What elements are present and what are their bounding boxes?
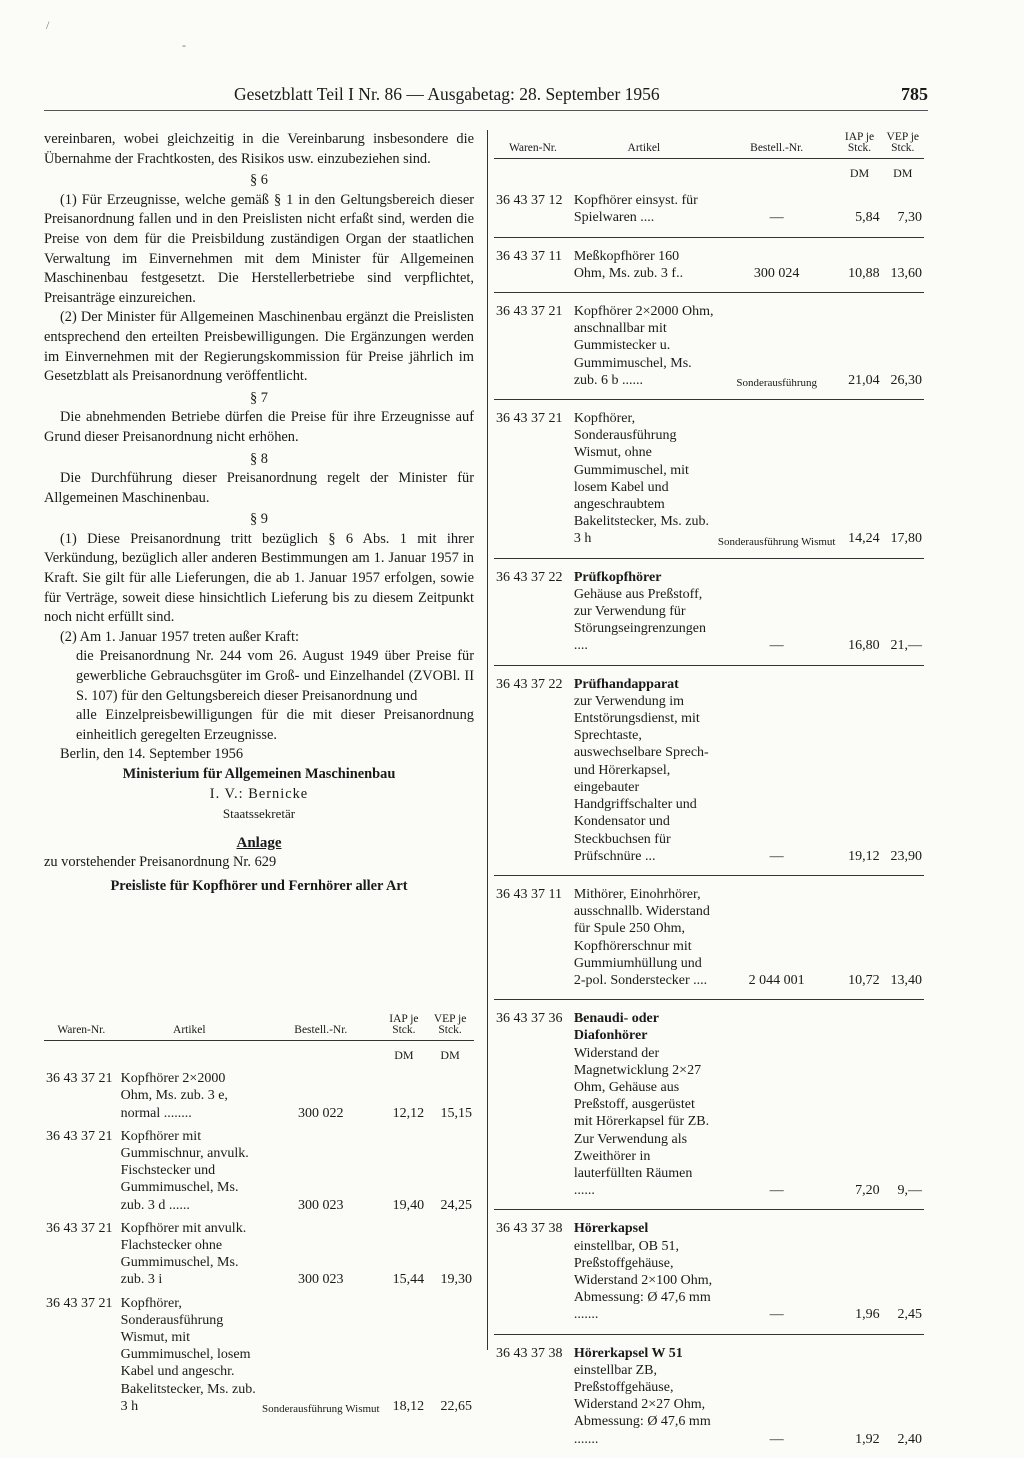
artikel-cell [572,1334,716,1458]
artikel-cell [572,558,716,665]
iap-price: 14,24 [837,400,881,559]
artikel-cell [119,1064,260,1122]
col-vep: VEP je Stck. [882,130,924,159]
iap-price: 10,72 [837,875,881,999]
waren-nr: 36 43 37 21 [46,1220,113,1236]
waren-nr: 36 43 37 22 [494,665,572,875]
waren-nr: 36 43 37 21 [46,1128,113,1144]
waren-nr: 36 43 37 38 [494,1210,572,1334]
table-row [494,237,924,292]
bestell-nr: 300 022 [298,1105,344,1121]
artikel-title: Prüfkopfhörer [573,569,662,585]
waren-nr: 36 43 37 22 [494,558,572,665]
iap-price: 10,88 [837,237,881,292]
waren-nr: 36 43 37 21 [46,1071,113,1087]
price-table-right [494,130,924,1458]
signature-date: Berlin, den 14. September 1956 [60,746,244,763]
artikel-title: Prüfhandapparat [573,676,679,692]
vep-price: 13,60 [882,237,924,292]
bestell-nr: — [716,665,838,875]
table-row [494,875,924,999]
page-header [44,84,928,110]
paragraph: Die abnehmenden Betriebe dürfen die Preise für ihre Erzeugnisse auf Grund dieser Preisanordnung nicht erhöhen. [44,409,474,445]
price-list-title: Preisliste für Kopfhörer und Fernhörer aller Art [110,877,408,894]
waren-nr: 36 43 37 21 [494,400,572,559]
artikel-cell [572,400,716,559]
artikel-cell [572,182,716,237]
annex-heading: Anlage [236,834,282,851]
waren-nr: 36 43 37 38 [494,1334,572,1458]
bestell-nr: Sonderausführung Wismut [262,1403,380,1416]
price-table-left [44,1012,474,1415]
bestell-nr: — [716,1000,838,1210]
table-row [494,293,924,400]
left-column [44,130,474,897]
bestell-nr: 300 023 [298,1197,344,1213]
paragraph: (1) Für Erzeugnisse, welche gemäß § 1 in den Geltungsbereich dieser Preisanordnung fallen und in den Preislisten nicht erfaßt sind, werden die Preise von dem für die Preisbildung zuständigen Organ der staatlichen Verwaltung im Einvernehmen mit dem Minister für Allgemeinen Maschinenbau festgesetzt. Die Herstellerbetriebe sind verpflichtet, Preisanträge einzureichen. [44,191,474,306]
unit-vep: DM [440,1048,460,1062]
section-heading: § 7 [250,389,268,406]
table-row [44,1214,474,1289]
iap-price: 18,12 [392,1398,425,1414]
col-iap: IAP je Stck. [382,1012,427,1041]
paragraph: alle Einzelpreisbewilligungen für die mit dieser Preisanordnung einheitlich geregelten Erzeugnisse. [76,707,474,743]
paragraph: vereinbaren, wobei gleichzeitig in die Vereinbarung insbesondere die Übernahme der Frachtkosten, des Risikos usw. einzubeziehen sind. [44,131,474,167]
paragraph: (1) Diese Preisanordnung tritt bezüglich § 6 Abs. 1 mit ihrer Verkündung, bezüglich aller anderen Bestimmungen am 1. Januar 1957 in Kraft. Sie gilt für alle Lieferungen, die ab 1. Januar 1957 erfolgen, sowie für Verträge, soweit diese hinsichtlich Lieferung bis zu diesem Zeitpunkt noch nicht erfüllt sind. [44,530,474,626]
table-row [494,665,924,875]
artikel-cell [572,1000,716,1210]
waren-nr: 36 43 37 11 [494,875,572,999]
unit-iap: DM [849,166,870,180]
unit-row [44,1041,474,1065]
table-row [494,400,924,559]
artikel-text: Gehäuse aus Preßstoff, zur Verwendung für Störungseingrenzungen .... [573,586,707,654]
artikel-cell [119,1122,260,1214]
paragraph: (2) Am 1. Januar 1957 treten außer Kraft: [60,628,299,645]
section-heading: § 8 [250,450,268,467]
waren-nr: 36 43 37 12 [496,193,563,209]
artikel-cell [572,293,716,400]
table-body [44,1041,474,1416]
iap-price: 16,80 [837,558,881,665]
vep-price: 23,90 [882,665,924,875]
vep-price: 24,25 [440,1197,472,1213]
bestell-nr: Sonderausführung Wismut [716,400,838,559]
unit-iap: DM [394,1048,414,1062]
artikel-text: zur Verwendung im Entstörungsdienst, mit Sprechtaste, auswechselbare Sprech- und Hörerkapsel, eingebauter Handgriffschalter und Kondensator und Steckbuchsen für Prüfschnüre ... [573,693,709,864]
bestell-nr: 300 023 [298,1272,344,1288]
table-body [494,159,924,1458]
bestell-nr: — [716,1334,838,1458]
column-divider [487,130,488,1350]
vep-price: 21,— [882,558,924,665]
bestell-nr: Sonderausführung [716,293,838,400]
iap-price: 19,40 [392,1197,425,1213]
bestell-nr: — [716,1210,838,1334]
artikel-cell [119,1214,260,1289]
artikel-title: Hörerkapsel W 51 [573,1345,683,1361]
iap-price: 7,20 [837,1000,881,1210]
annex-subtitle: zu vorstehender Preisanordnung Nr. 629 [44,854,277,871]
vep-price: 2,45 [882,1210,924,1334]
scan-mark: / [46,18,50,32]
table-row [494,1334,924,1458]
vep-price: 26,30 [882,293,924,400]
artikel-cell [119,1289,260,1415]
table-row [494,1210,924,1334]
scan-mark: - [182,38,186,52]
iap-price: 1,96 [837,1210,881,1334]
col-vep: VEP je Stck. [426,1012,474,1041]
artikel-text: Kopfhörer mit anvulk. Flachstecker ohne Gummimuschel, Ms. zub. 3 i [120,1220,247,1288]
table-row [494,182,924,237]
artikel-text: Kopfhörer einsyst. für Spielwaren .... [573,193,698,226]
iap-price: 1,92 [837,1334,881,1458]
table-row [494,558,924,665]
iap-price: 12,12 [392,1105,425,1121]
iap-price: 21,04 [837,293,881,400]
table-row [44,1064,474,1122]
col-bestell: Bestell.-Nr. [260,1012,382,1041]
vep-price: 7,30 [897,210,922,226]
vep-price: 15,15 [440,1105,472,1121]
bestell-nr: 300 024 [716,237,838,292]
artikel-cell [572,237,716,292]
bestell-nr: — [716,558,838,665]
unit-vep: DM [893,166,913,180]
table-row [494,1000,924,1210]
artikel-text: einstellbar ZB, Preßstoffgehäuse, Widerstand 2×27 Ohm, Abmessung: Ø 47,6 mm ....... [573,1362,711,1447]
paragraph: die Preisanordnung Nr. 244 vom 26. August 1949 über Preise für gewerbliche Gebrauchsgüter im Groß- und Einzelhandel (ZVOBl. II S. 107) für den Geltungsbereich dieser Preisanordnung und [76,648,474,704]
waren-nr: 36 43 37 11 [494,237,572,292]
vep-price: 19,30 [440,1272,472,1288]
col-waren: Waren-Nr. [494,130,572,159]
artikel-cell [572,665,716,875]
signatory: I. V.: Bernicke [209,785,309,802]
vep-price: 13,40 [882,875,924,999]
artikel-text: Widerstand der Magnetwicklung 2×27 Ohm, Gehäuse aus Preßstoff, ausgerüstet mit Hörerkapsel für ZB. Zur Verwendung als Zweithörer in lauterfüllten Räumen ...... [573,1045,710,1199]
artikel-text: Kopfhörer mit Gummischnur, anvulk. Fischstecker und Gummimuschel, Ms. zub. 3 d ...... [120,1128,249,1213]
waren-nr: 36 43 37 21 [46,1295,113,1311]
waren-nr: 36 43 37 36 [494,1000,572,1210]
vep-price: 2,40 [882,1334,924,1458]
bestell-nr: — [769,210,784,226]
vep-price: 9,— [882,1000,924,1210]
vep-price: 22,65 [440,1398,472,1414]
paragraph: Die Durchführung dieser Preisanordnung regelt der Minister für Allgemeinen Maschinenbau. [44,470,474,506]
artikel-text: Kopfhörer 2×2000 Ohm, Ms. zub. 3 e, normal ........ [120,1071,228,1121]
page-number: 785 [901,84,928,104]
waren-nr: 36 43 37 21 [494,293,572,400]
iap-price: 5,84 [855,210,880,226]
artikel-text: Kopfhörer, Sonderausführung Wismut, mit Gummimuschel, losem Kabel und angeschr. Bakelitstecker, Ms. zub. 3 h [120,1295,256,1414]
artikel-cell [572,1210,716,1334]
artikel-text: Meßkopfhörer 160 Ohm, Ms. zub. 3 f.. [573,248,684,281]
artikel-text: Kopfhörer 2×2000 Ohm, anschnallbar mit Gummistecker u. Gummimuschel, Ms. zub. 6 b ...... [573,304,714,388]
artikel-text: einstellbar, OB 51, Preßstoffgehäuse, Widerstand 2×100 Ohm, Abmessung: Ø 47,6 mm ....... [573,1238,713,1323]
header-title: Gesetzblatt Teil I Nr. 86 — Ausgabetag: 28. September 1956 [234,84,660,104]
iap-price: 15,44 [392,1272,425,1288]
col-artikel: Artikel [572,130,716,159]
section-heading: § 9 [250,511,268,528]
col-artikel: Artikel [119,1012,260,1041]
bestell-nr: 2 044 001 [716,875,838,999]
table-row [44,1289,474,1415]
col-iap: IAP je Stck. [837,130,881,159]
artikel-text: Kopfhörer, Sonderausführung Wismut, ohne Gummimuschel, mit losem Kabel und angeschraubtem Bakelitstecker, Ms. zub. 3 h [573,411,709,547]
unit-row [494,159,924,183]
table-row [44,1122,474,1214]
signatory-role: Staatssekretär [222,806,296,822]
col-bestell: Bestell.-Nr. [716,130,838,159]
ministry-name: Ministerium für Allgemeinen Maschinenbau [122,766,396,782]
iap-price: 19,12 [837,665,881,875]
artikel-title: Benaudi- oder Diafonhörer [573,1011,659,1044]
artikel-cell [572,875,716,999]
section-heading: § 6 [250,172,268,189]
artikel-title: Hörerkapsel [573,1221,649,1237]
header-rule [44,110,928,111]
col-waren: Waren-Nr. [44,1012,119,1041]
paragraph: (2) Der Minister für Allgemeinen Maschinenbau ergänzt die Preislisten entsprechend den erteilten Preisbewilligungen. Die Ergänzungen werden im Einvernehmen mit der Regierungskommission für Preise jährlich im Gesetzblatt als Preisanordnung veröffentlicht. [44,309,474,385]
vep-price: 17,80 [882,400,924,559]
artikel-text: Mithörer, Einohrhörer, ausschnallb. Widerstand für Spule 250 Ohm, Kopfhörerschnur mit Gummiumhüllung und 2-pol. Sonderstecker .... [573,886,710,988]
